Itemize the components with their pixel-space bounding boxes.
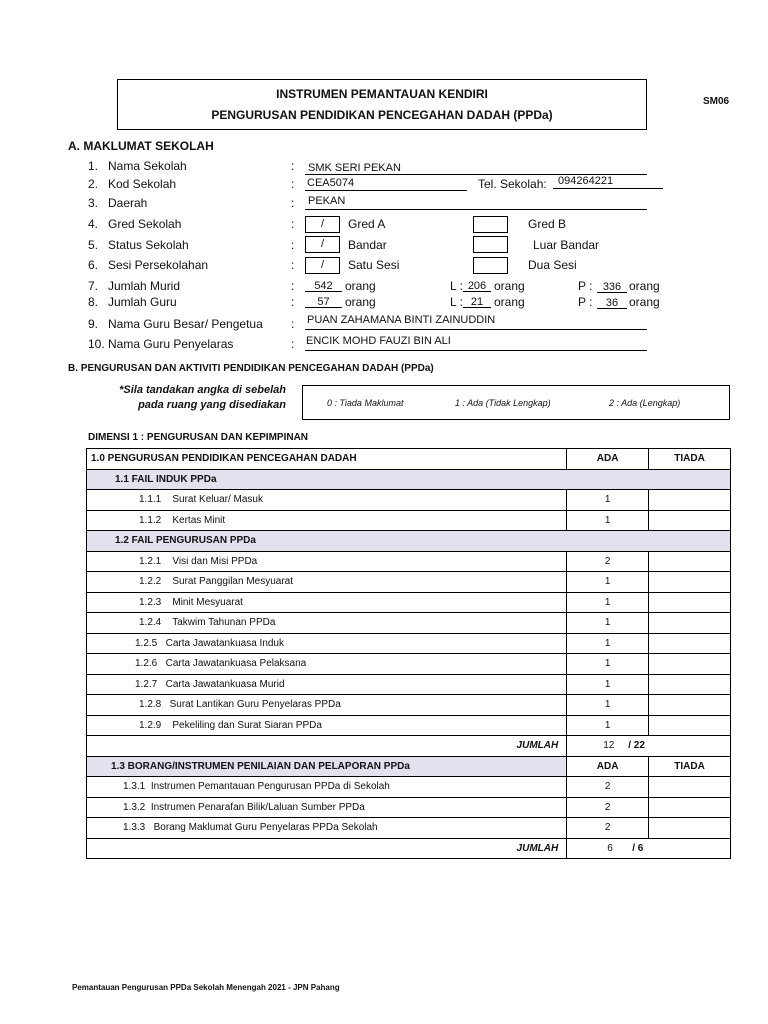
- total-score: 12: [603, 740, 615, 752]
- tiada-cell[interactable]: [649, 633, 731, 654]
- assessment-table: [86, 448, 731, 859]
- item-label: [87, 695, 567, 716]
- item-text: Pekeliling dan Surat Siaran PPDa: [172, 719, 322, 731]
- section-13-header-row: [87, 756, 731, 777]
- item-label: [87, 551, 567, 572]
- school-status-label: Status Sekolah: [108, 238, 189, 252]
- header-label: 1.0 PENGURUSAN PENDIDIKAN PENCEGAHAN DADAH: [87, 449, 567, 470]
- grade-b-checkbox[interactable]: [473, 216, 508, 233]
- table-row: [87, 777, 731, 798]
- grade-b-label: Gred B: [528, 217, 567, 231]
- row-number: 4.: [88, 217, 99, 231]
- tiada-cell[interactable]: [649, 613, 731, 634]
- ada-cell[interactable]: 1: [567, 715, 649, 736]
- item-label: [87, 633, 567, 654]
- coordinator-label: Nama Guru Penyelaras: [108, 337, 234, 351]
- colon: :: [291, 337, 295, 351]
- item-code: 1.2.7: [135, 678, 158, 690]
- female-label: P :: [578, 279, 593, 293]
- table-row: [87, 490, 731, 511]
- male-label: L :: [450, 295, 463, 309]
- male-students-value: 206: [467, 280, 487, 292]
- item-code: 1.2.8: [139, 699, 162, 711]
- row-number: 1.: [88, 159, 99, 173]
- student-count-label: Jumlah Murid: [108, 279, 181, 293]
- item-text: Takwim Tahunan PPDa: [172, 617, 276, 629]
- male-students-field[interactable]: [463, 278, 491, 292]
- teacher-count-label: Jumlah Guru: [108, 295, 177, 309]
- table-row: [87, 674, 731, 695]
- item-label: [87, 490, 567, 511]
- instruction-line1: *Sila tandakan angka di sebelah: [119, 384, 286, 396]
- school-phone-field[interactable]: [553, 175, 663, 189]
- unit-label: orang: [345, 295, 376, 309]
- total-score: 6: [607, 842, 613, 854]
- row-number: 10.: [88, 337, 105, 351]
- section-a-heading: A. MAKLUMAT SEKOLAH: [68, 139, 214, 153]
- single-session-checkbox[interactable]: /: [305, 257, 340, 274]
- score-legend-box: [302, 385, 730, 420]
- item-code: 1.3.1: [123, 781, 146, 793]
- group-title: 1.2 FAIL PENGURUSAN PPDa: [87, 531, 731, 552]
- principal-label: Nama Guru Besar/ Pengetua: [108, 317, 263, 331]
- item-label: [87, 715, 567, 736]
- item-code: 1.2.1: [139, 555, 162, 567]
- ada-cell[interactable]: 2: [567, 777, 649, 798]
- item-text: Surat Keluar/ Masuk: [172, 494, 263, 506]
- school-code-field[interactable]: [305, 177, 467, 191]
- header-ada: ADA: [567, 756, 649, 777]
- ada-cell[interactable]: 2: [567, 551, 649, 572]
- grade-a-checkbox[interactable]: /: [305, 216, 340, 233]
- item-code: 1.2.3: [139, 596, 162, 608]
- table-row: [87, 818, 731, 839]
- student-total-field[interactable]: [305, 278, 342, 292]
- colon: :: [291, 217, 295, 231]
- ada-cell[interactable]: 1: [567, 654, 649, 675]
- item-text: Visi dan Misi PPDa: [172, 555, 258, 567]
- colon: :: [291, 159, 295, 173]
- female-teachers-value: 36: [605, 297, 619, 309]
- legend-item-1: 1 : Ada (Tidak Lengkap): [455, 398, 551, 408]
- principal-value: PUAN ZAHAMANA BINTI ZAINUDDIN: [307, 314, 496, 326]
- double-session-label: Dua Sesi: [528, 258, 577, 272]
- item-code: 1.3.2: [123, 801, 146, 813]
- tiada-cell[interactable]: [649, 572, 731, 593]
- principal-field[interactable]: [305, 314, 647, 330]
- table-row: [87, 695, 731, 716]
- colon: :: [291, 258, 295, 272]
- district-field[interactable]: [305, 195, 647, 210]
- female-students-value: 336: [602, 281, 622, 293]
- total-max: / 22: [628, 740, 645, 752]
- ada-cell[interactable]: 1: [567, 510, 649, 531]
- ada-cell[interactable]: 1: [567, 572, 649, 593]
- unit-label: orang: [629, 279, 660, 293]
- colon: :: [291, 238, 295, 252]
- group-row: [87, 531, 731, 552]
- instruction-line2: pada ruang yang disediakan: [138, 399, 286, 411]
- rural-label: Luar Bandar: [533, 238, 600, 252]
- student-total-value: 542: [314, 280, 333, 292]
- grade-a-label: Gred A: [348, 217, 386, 231]
- tiada-cell[interactable]: [649, 654, 731, 675]
- item-text: Borang Maklumat Guru Penyelaras PPDa Sekolah: [153, 822, 378, 834]
- district-value: PEKAN: [308, 195, 346, 207]
- tiada-cell[interactable]: [649, 510, 731, 531]
- colon: :: [291, 196, 295, 210]
- item-label: [87, 777, 567, 798]
- item-text: Carta Jawatankuasa Induk: [165, 637, 284, 649]
- school-name-field[interactable]: [305, 161, 647, 175]
- item-text: Instrumen Penarafan Bilik/Laluan Sumber PPDa: [150, 801, 365, 813]
- row-number: 3.: [88, 196, 99, 210]
- colon: :: [291, 317, 295, 331]
- section-b-heading: B. PENGURUSAN DAN AKTIVITI PENDIDIKAN PENCEGAHAN DADAH (PPDa): [68, 363, 434, 374]
- colon: :: [291, 279, 295, 293]
- item-text: Minit Mesyuarat: [172, 596, 243, 608]
- female-label: P :: [578, 295, 593, 309]
- item-label: [87, 654, 567, 675]
- unit-label: orang: [494, 279, 525, 293]
- colon: :: [291, 295, 295, 309]
- dimension-heading: DIMENSI 1 : PENGURUSAN DAN KEPIMPINAN: [88, 432, 309, 443]
- tiada-cell[interactable]: [649, 592, 731, 613]
- table-row: [87, 613, 731, 634]
- tiada-cell[interactable]: [649, 695, 731, 716]
- item-code: 1.3.3: [123, 822, 146, 834]
- table-header-row: [87, 449, 731, 470]
- rural-checkbox[interactable]: [473, 236, 508, 253]
- school-name-label: Nama Sekolah: [108, 159, 187, 173]
- tiada-cell[interactable]: [649, 490, 731, 511]
- unit-label: orang: [494, 295, 525, 309]
- teacher-total-field[interactable]: [305, 294, 342, 308]
- male-label: L :: [450, 279, 463, 293]
- unit-label: orang: [345, 279, 376, 293]
- item-code: 1.2.4: [139, 617, 162, 629]
- coordinator-value: ENCIK MOHD FAUZI BIN ALI: [306, 335, 451, 347]
- row-number: 8.: [88, 295, 99, 309]
- group-title: 1.1 FAIL INDUK PPDa: [87, 469, 731, 490]
- male-teachers-value: 21: [470, 296, 484, 308]
- tiada-cell[interactable]: [649, 777, 731, 798]
- unit-label: orang: [629, 295, 660, 309]
- single-session-label: Satu Sesi: [348, 258, 400, 272]
- table-row: [87, 510, 731, 531]
- ada-cell[interactable]: 1: [567, 592, 649, 613]
- tiada-cell[interactable]: [649, 818, 731, 839]
- urban-checkbox[interactable]: /: [305, 236, 340, 253]
- tiada-cell[interactable]: [649, 674, 731, 695]
- total-row: [87, 838, 731, 859]
- group-row: [87, 469, 731, 490]
- table-row: [87, 654, 731, 675]
- item-text: Carta Jawatankuasa Murid: [165, 678, 285, 690]
- form-title-box: [117, 79, 647, 130]
- total-cell: [567, 838, 731, 859]
- row-number: 7.: [88, 279, 99, 293]
- school-code-label: Kod Sekolah: [108, 177, 177, 191]
- item-label: [87, 797, 567, 818]
- school-phone-value: 094264221: [558, 175, 614, 187]
- ada-cell[interactable]: 1: [567, 490, 649, 511]
- table-row: [87, 633, 731, 654]
- school-session-label: Sesi Persekolahan: [108, 258, 209, 272]
- header-ada: ADA: [567, 449, 649, 470]
- section-13-title: 1.3 BORANG/INSTRUMEN PENILAIAN DAN PELAPORAN PPDa: [87, 756, 567, 777]
- row-number: 6.: [88, 258, 99, 272]
- item-code: 1.2.9: [139, 719, 162, 731]
- item-code: 1.2.5: [135, 637, 158, 649]
- school-code-value: CEA5074: [307, 177, 355, 189]
- ada-cell[interactable]: 1: [567, 633, 649, 654]
- item-label: [87, 572, 567, 593]
- item-label: [87, 613, 567, 634]
- item-label: [87, 674, 567, 695]
- school-grade-label: Gred Sekolah: [108, 217, 182, 231]
- table-row: [87, 592, 731, 613]
- colon: :: [291, 177, 295, 191]
- row-number: 5.: [88, 238, 99, 252]
- male-teachers-field[interactable]: [463, 294, 491, 308]
- total-label: JUMLAH: [87, 838, 567, 859]
- form-title-line1: INSTRUMEN PEMANTAUAN KENDIRI: [276, 87, 488, 101]
- table-row: [87, 551, 731, 572]
- form-title-line2: PENGURUSAN PENDIDIKAN PENCEGAHAN DADAH (PPDa): [211, 108, 553, 122]
- total-max: / 6: [632, 842, 644, 854]
- page-footer: Pemantauan Pengurusan PPDa Sekolah Menengah 2021 - JPN Pahang: [72, 983, 340, 992]
- item-label: [87, 510, 567, 531]
- school-phone-label: Tel. Sekolah:: [478, 177, 547, 191]
- item-code: 1.2.2: [139, 576, 162, 588]
- ada-cell[interactable]: 2: [567, 797, 649, 818]
- table-row: [87, 797, 731, 818]
- table-row: [87, 572, 731, 593]
- table-row: [87, 715, 731, 736]
- district-label: Daerah: [108, 196, 148, 210]
- ada-cell[interactable]: 1: [567, 695, 649, 716]
- ada-cell[interactable]: 1: [567, 613, 649, 634]
- item-code: 1.1.2: [139, 514, 162, 526]
- header-tiada: TIADA: [649, 449, 731, 470]
- female-teachers-field[interactable]: [597, 295, 627, 309]
- ada-cell[interactable]: 1: [567, 674, 649, 695]
- item-text: Surat Lantikan Guru Penyelaras PPDa: [169, 699, 341, 711]
- item-text: Surat Panggilan Mesyuarat: [172, 576, 293, 588]
- total-label: JUMLAH: [87, 736, 567, 757]
- item-code: 1.2.6: [135, 658, 158, 670]
- urban-label: Bandar: [348, 238, 387, 252]
- item-label: [87, 592, 567, 613]
- total-cell: [567, 736, 731, 757]
- item-text: Kertas Minit: [172, 514, 226, 526]
- item-code: 1.1.1: [139, 494, 162, 506]
- tiada-cell[interactable]: [649, 551, 731, 572]
- school-name-value: SMK SERI PEKAN: [308, 162, 401, 174]
- row-number: 9.: [88, 317, 99, 331]
- row-number: 2.: [88, 177, 99, 191]
- header-tiada: TIADA: [649, 756, 731, 777]
- double-session-checkbox[interactable]: [473, 257, 508, 274]
- form-code: SM06: [703, 96, 730, 107]
- female-students-field[interactable]: [597, 279, 627, 293]
- item-label: [87, 818, 567, 839]
- tiada-cell[interactable]: [649, 797, 731, 818]
- tiada-cell[interactable]: [649, 715, 731, 736]
- coordinator-field[interactable]: [305, 335, 647, 351]
- item-text: Instrumen Pemantauan Pengurusan PPDa di Sekolah: [150, 781, 390, 793]
- legend-item-2: 2 : Ada (Lengkap): [609, 398, 681, 408]
- total-row: [87, 736, 731, 757]
- item-text: Carta Jawatankuasa Pelaksana: [165, 658, 307, 670]
- teacher-total-value: 57: [317, 296, 330, 308]
- ada-cell[interactable]: 2: [567, 818, 649, 839]
- legend-item-0: 0 : Tiada Maklumat: [327, 398, 404, 408]
